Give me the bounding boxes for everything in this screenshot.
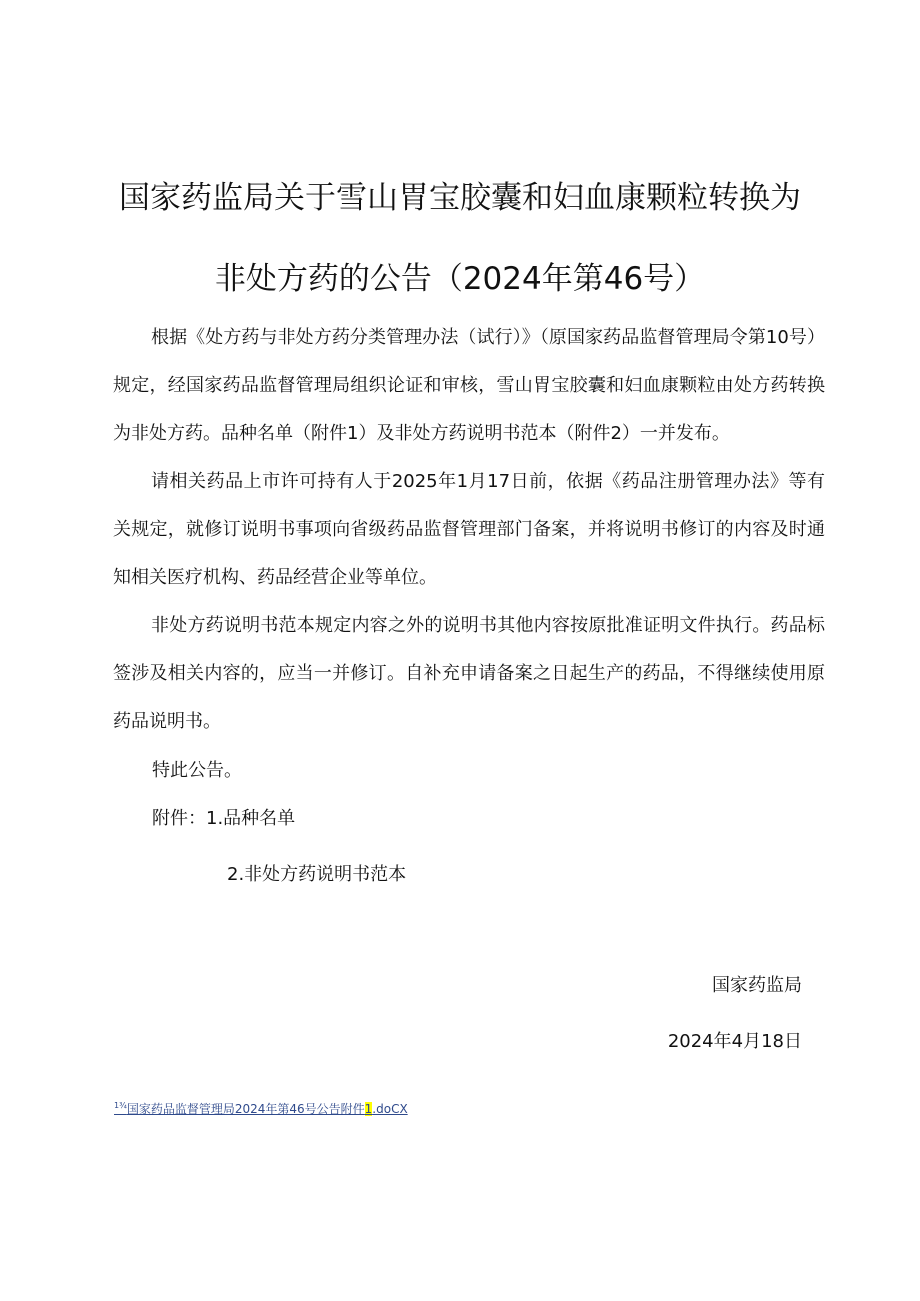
footer-link-highlight: 1 (364, 1102, 373, 1116)
body-paragraph-1: 根据《处方药与非处方药分类管理办法（试行）》（原国家药品监督管理局令第10号）规定，经国家药品监督管理局组织论证和审核，雪山胃宝胶囊和妇血康颗粒由处方药转换为非处方药。品种名单（附件1）及非处方药说明书范本（附件2）一并发布。 (113, 327, 825, 444)
footer-link-superscript: 1¾ (114, 1101, 127, 1110)
page-title-line-1: 国家药监局关于雪山胃宝胶囊和妇血康颗粒转换为 (119, 180, 801, 216)
attachment-file-link[interactable] (114, 1100, 408, 1117)
attachment-item-1: 附件：1.品种名单 (152, 808, 296, 829)
footer-link-text: 国家药品监督管理局2024年第46号公告附件 (126, 1102, 365, 1116)
issue-date: 2024年4月18日 (667, 1031, 802, 1052)
body-paragraph-3: 非处方药说明书范本规定内容之外的说明书其他内容按原批准证明文件执行。药品标签涉及相关内容的，应当一并修订。自补充申请备案之日起生产的药品，不得继续使用原药品说明书。 (113, 615, 825, 732)
body-paragraph-2: 请相关药品上市许可持有人于2025年1月17日前，依据《药品注册管理办法》等有关规定，就修订说明书事项向省级药品监督管理部门备案，并将说明书修订的内容及时通知相关医疗机构、药品经营企业等单位。 (113, 471, 825, 588)
special-notice: 特此公告。 (152, 760, 242, 781)
issuing-agency: 国家药监局 (712, 975, 802, 996)
page-title-line-2: 非处方药的公告（2024年第46号） (214, 261, 706, 297)
footer-link-extension: .doCX (372, 1102, 408, 1116)
attachment-item-2: 2.非处方药说明书范本 (227, 864, 407, 885)
